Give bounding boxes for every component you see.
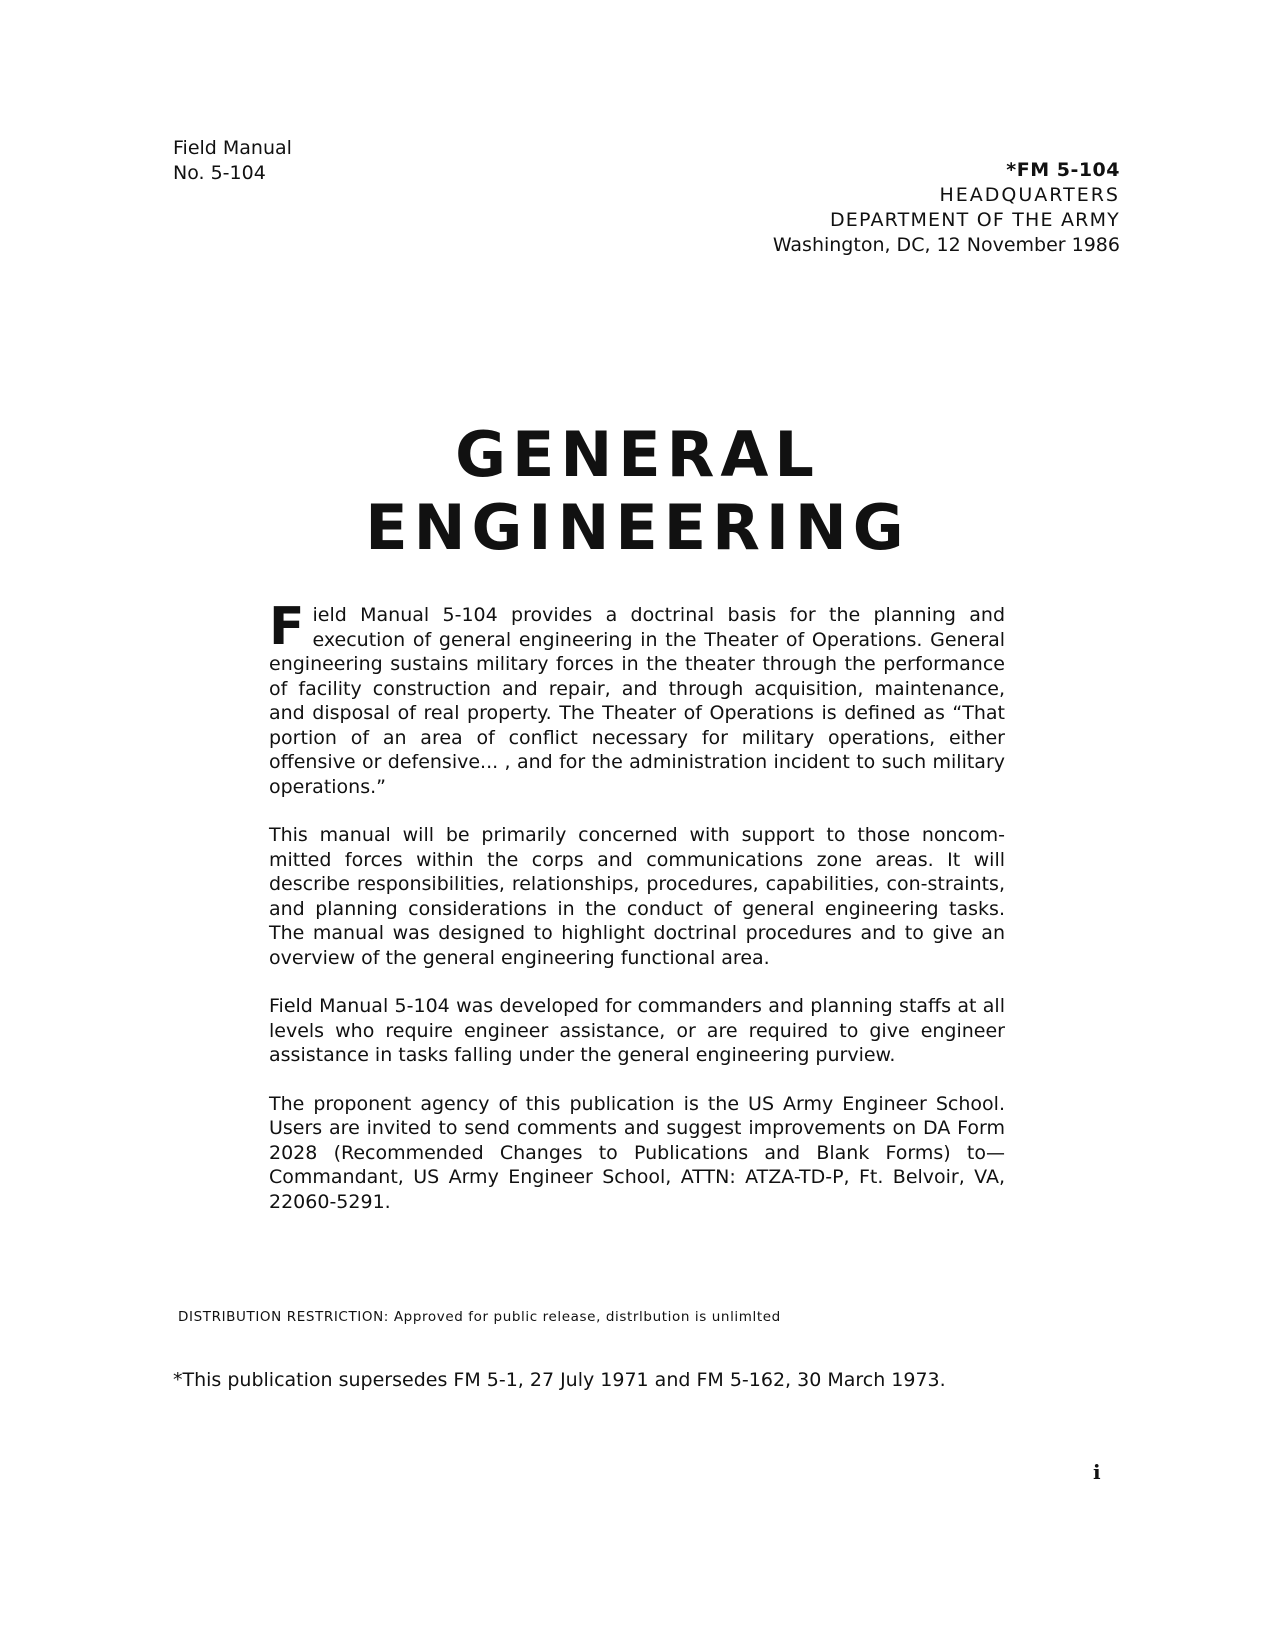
manual-designation (173, 136, 292, 186)
body-text (269, 597, 1005, 1238)
manual-number-label: No. 5-104 (173, 162, 266, 184)
department-label: DEPARTMENT OF THE ARMY (829, 209, 1120, 231)
headquarters-label: HEADQUARTERS (939, 184, 1120, 206)
distribution-restriction: DISTRIBUTION RESTRICTION: Approved for public release, distrlbution is unlimlted (178, 1309, 781, 1325)
supersedes-notice: *This publication supersedes FM 5-1, 27 July 1971 and FM 5-162, 30 March 1973. (173, 1369, 946, 1391)
page-number: i (1093, 1460, 1101, 1484)
title-line-1: GENERAL (455, 418, 820, 491)
title-line-2: ENGINEERING (365, 491, 910, 564)
paragraph-proponent: The proponent agency of this publication is the US Army Engineer School. Users are invited to send comments and suggest improvements on DA Form 2028 (Recommended Changes to Publications and Blank Forms) to—Commandant, US Army Engineer School, ATTN: ATZA-TD-P, Ft. Belvoir, VA, 22060-5291. (269, 1092, 1005, 1213)
drop-cap: F (269, 597, 305, 657)
document-title (0, 418, 1275, 564)
paragraph-purpose-text: ield Manual 5-104 provides a doctrinal basis for the planning and execution of general engineering in the Theater of Operations. General engineering sustains military forces in the theater through the performance of facility construction and repair, and through acquisition, maintenance, and disposal of real property. The Theater of Operations is defined as “That portion of an area of conflict necessary for military operations, either offensive or defensive... , and for the administration incident to such military operations.” (269, 604, 1005, 798)
manual-type-label: Field Manual (173, 137, 292, 159)
paragraph-purpose (269, 597, 1005, 799)
paragraph-audience: Field Manual 5-104 was developed for commanders and planning staffs at all levels who require engineer assistance, or are required to give engineer assistance in tasks falling under the general engineering purview. (269, 995, 1005, 1066)
issuing-authority-block (773, 158, 1120, 258)
fm-number: *FM 5-104 (1006, 159, 1120, 181)
paragraph-scope: This manual will be primarily concerned with support to those noncom-mitted forces within the corps and communications zone areas. It will describe responsibilities, relationships, procedures, capabilities, con-straints, and planning considerations in the conduct of general engineering tasks. The manual was designed to highlight doctrinal procedures and to give an overview of the general engineering functional area. (269, 824, 1005, 969)
location-date: Washington, DC, 12 November 1986 (772, 234, 1120, 256)
